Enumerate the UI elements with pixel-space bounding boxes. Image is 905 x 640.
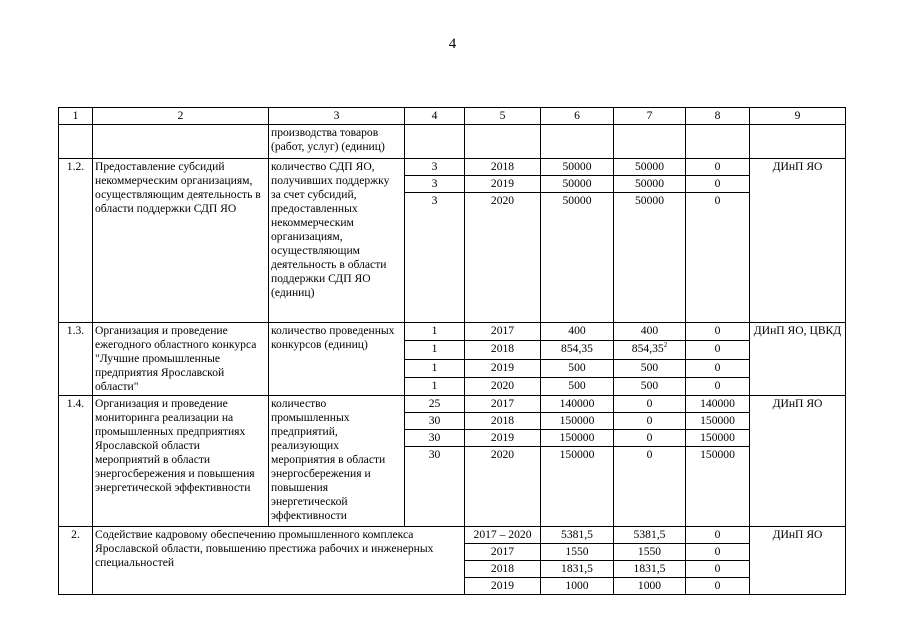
total-cell: 50000: [541, 159, 614, 176]
item-number: 2.: [59, 527, 93, 595]
regional-cell: 1550: [614, 544, 686, 561]
regional-cell: 500: [614, 359, 686, 377]
header-cell: 9: [750, 108, 846, 125]
indicator-value: 30: [405, 430, 465, 447]
other-cell: 150000: [686, 413, 750, 430]
item-indicator: количество проведенных конкурсов (единиц): [269, 323, 405, 396]
total-cell: 50000: [541, 193, 614, 323]
total-cell: 5381,5: [541, 527, 614, 544]
header-cell: 6: [541, 108, 614, 125]
year-cell: 2017: [465, 544, 541, 561]
table-row: [59, 527, 846, 544]
total-cell: 150000: [541, 447, 614, 527]
table-row: [59, 323, 846, 341]
regional-cell: 1831,5: [614, 561, 686, 578]
item-name: Предоставление субсидий некоммерческим организациям, осуществляющим деятельность в области поддержки СДП ЯО: [93, 159, 269, 323]
year-cell: 2018: [465, 341, 541, 359]
indicator-value: 1: [405, 323, 465, 341]
item-name: Содействие кадровому обеспечению промышленного комплекса Ярославской области, повышению престижа рабочих и инженерных специальностей: [93, 527, 465, 595]
regional-cell: 5381,5: [614, 527, 686, 544]
year-cell: 2019: [465, 176, 541, 193]
other-cell: 0: [686, 159, 750, 176]
year-cell: 2020: [465, 447, 541, 527]
continuation-row: [59, 125, 846, 159]
regional-cell: 400: [614, 323, 686, 341]
executor-cell: ДИнП ЯО: [750, 396, 846, 527]
header-cell: 7: [614, 108, 686, 125]
item-number: 1.2.: [59, 159, 93, 323]
indicator-value: 30: [405, 413, 465, 430]
indicator-value: 1: [405, 377, 465, 395]
executor-cell: ДИнП ЯО, ЦВКД: [750, 323, 846, 396]
total-cell: 400: [541, 323, 614, 341]
indicator-value: 3: [405, 193, 465, 323]
table-row: [59, 396, 846, 413]
indicator-value: 1: [405, 341, 465, 359]
total-cell: 150000: [541, 430, 614, 447]
page-number: 4: [448, 36, 457, 52]
year-cell: 2020: [465, 193, 541, 323]
executor-cell: ДИнП ЯО: [750, 527, 846, 595]
table-row: [59, 159, 846, 176]
header-cell: 1: [59, 108, 93, 125]
regional-cell: 50000: [614, 159, 686, 176]
header-row: [59, 108, 846, 125]
item-number: 1.3.: [59, 323, 93, 396]
total-cell: 50000: [541, 176, 614, 193]
year-cell: 2018: [465, 413, 541, 430]
executor-cell: ДИнП ЯО: [750, 159, 846, 323]
indicator-value: 25: [405, 396, 465, 413]
year-cell: 2018: [465, 561, 541, 578]
regional-cell: 0: [614, 447, 686, 527]
indicator-value: 1: [405, 359, 465, 377]
continuation-text: производства товаров (работ, услуг) (единиц): [269, 125, 405, 159]
other-cell: 150000: [686, 430, 750, 447]
regional-cell: [614, 341, 686, 359]
year-cell: 2018: [465, 159, 541, 176]
footnote-mark: 2: [663, 341, 668, 350]
regional-cell: 0: [614, 430, 686, 447]
other-cell: 0: [686, 377, 750, 395]
total-cell: 500: [541, 377, 614, 395]
item-indicator: количество СДП ЯО, получивших поддержку за счет субсидий, предоставленных некоммерческим организациям, осуществляющим деятельность в области поддержки СДП ЯО (единиц): [269, 159, 405, 323]
other-cell: 140000: [686, 396, 750, 413]
header-cell: 8: [686, 108, 750, 125]
regional-cell: 0: [614, 396, 686, 413]
regional-cell: 0: [614, 413, 686, 430]
year-cell: 2019: [465, 359, 541, 377]
indicator-value: 30: [405, 447, 465, 527]
year-cell: 2020: [465, 377, 541, 395]
indicator-value: 3: [405, 159, 465, 176]
year-cell: 2017 – 2020: [465, 527, 541, 544]
program-table: [58, 107, 846, 595]
header-cell: 3: [269, 108, 405, 125]
header-cell: 5: [465, 108, 541, 125]
item-indicator: количество промышленных предприятий, реализующих мероприятия в области энергосбережения и повышения энергетической эффективности: [269, 396, 405, 527]
other-cell: 0: [686, 527, 750, 544]
regional-cell: 1000: [614, 578, 686, 595]
item-name: Организация и проведение мониторинга реализации на промышленных предприятиях Ярославской области мероприятий в области энергосбережения и повышения энергетической эффективности: [93, 396, 269, 527]
other-cell: 0: [686, 341, 750, 359]
indicator-value: 3: [405, 176, 465, 193]
other-cell: 0: [686, 176, 750, 193]
item-number: 1.4.: [59, 396, 93, 527]
other-cell: 0: [686, 544, 750, 561]
header-cell: 4: [405, 108, 465, 125]
total-cell: 140000: [541, 396, 614, 413]
regional-cell: 500: [614, 377, 686, 395]
header-cell: 2: [93, 108, 269, 125]
year-cell: 2017: [465, 323, 541, 341]
total-cell: 500: [541, 359, 614, 377]
total-cell: 854,35: [541, 341, 614, 359]
other-cell: 0: [686, 193, 750, 323]
item-name: Организация и проведение ежегодного областного конкурса "Лучшие промышленные предприятия Ярославской области": [93, 323, 269, 396]
other-cell: 0: [686, 561, 750, 578]
other-cell: 150000: [686, 447, 750, 527]
regional-cell: 50000: [614, 193, 686, 323]
other-cell: 0: [686, 578, 750, 595]
regional-value: 854,35: [631, 342, 664, 356]
year-cell: 2019: [465, 578, 541, 595]
total-cell: 150000: [541, 413, 614, 430]
regional-cell: 50000: [614, 176, 686, 193]
total-cell: 1831,5: [541, 561, 614, 578]
other-cell: 0: [686, 323, 750, 341]
total-cell: 1550: [541, 544, 614, 561]
year-cell: 2017: [465, 396, 541, 413]
year-cell: 2019: [465, 430, 541, 447]
other-cell: 0: [686, 359, 750, 377]
total-cell: 1000: [541, 578, 614, 595]
